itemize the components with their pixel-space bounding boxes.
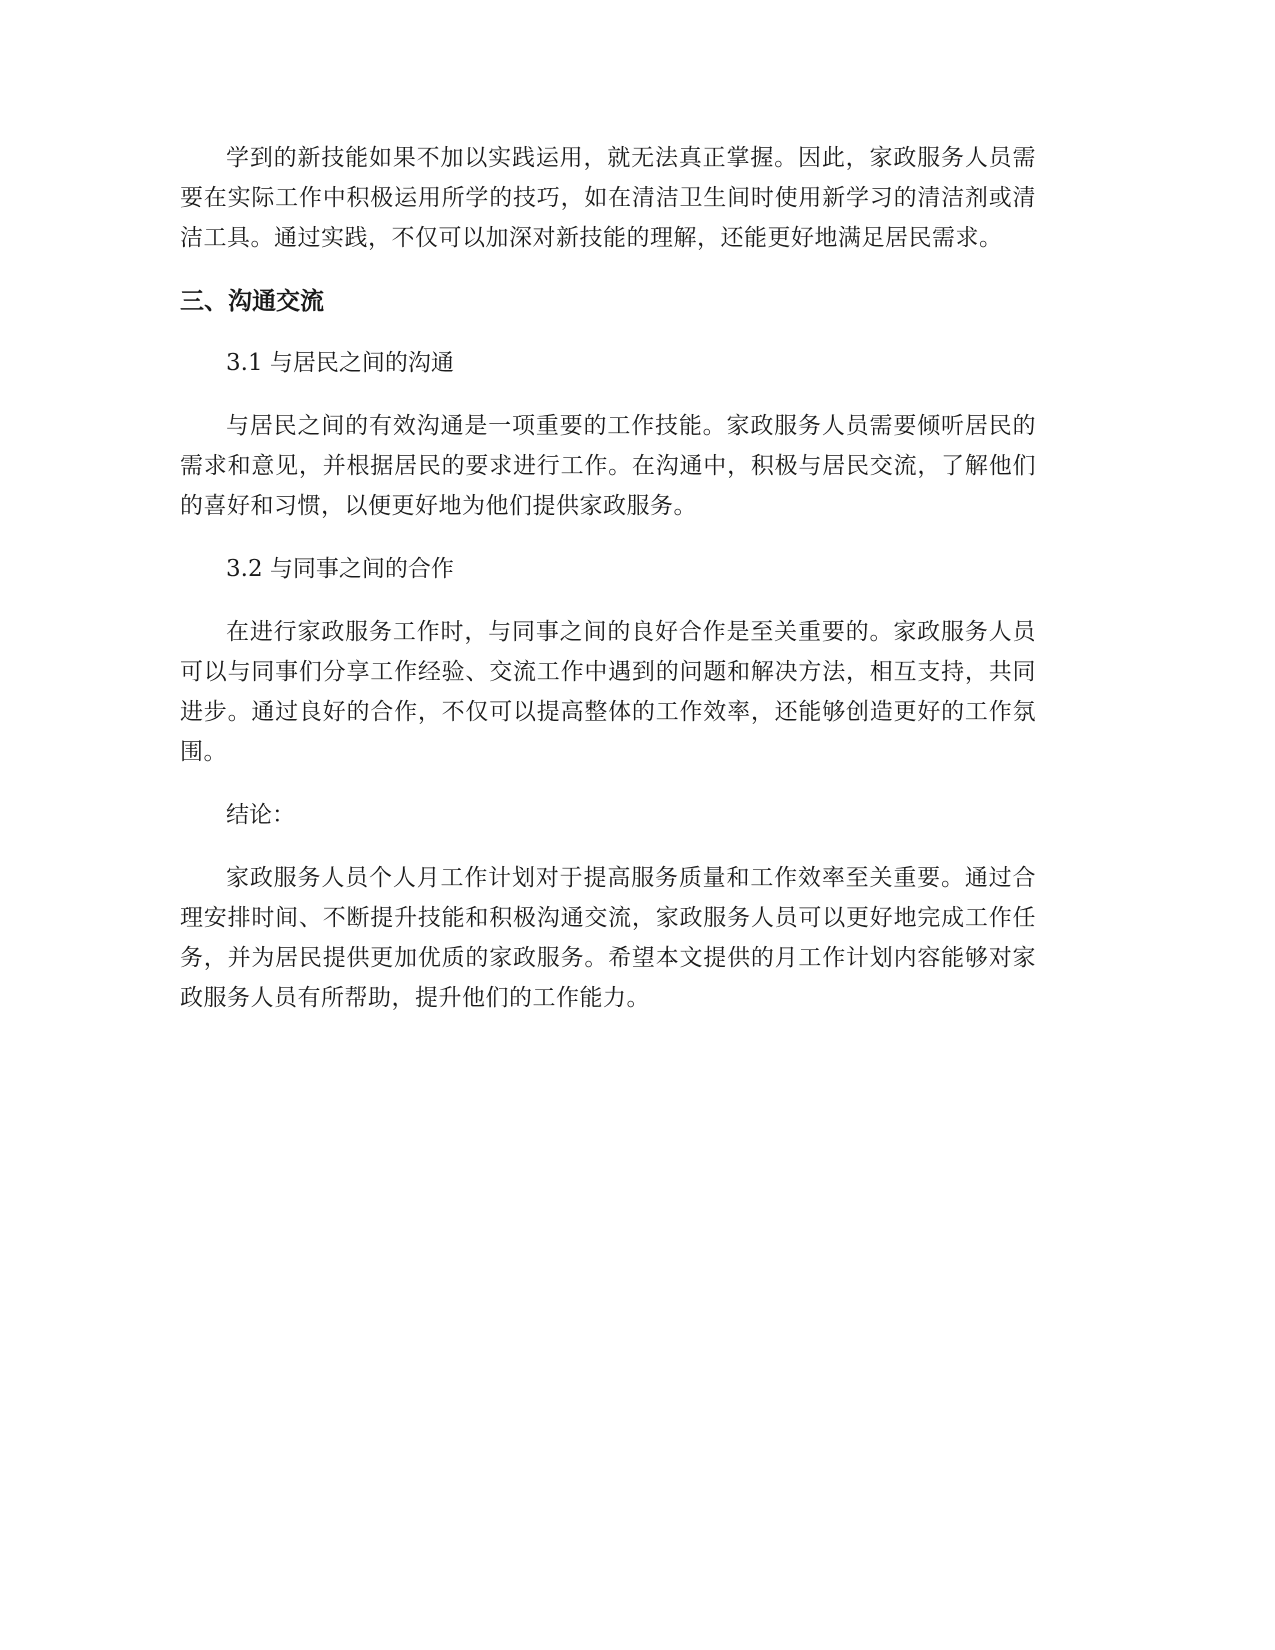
intro-paragraph: 学到的新技能如果不加以实践运用，就无法真正掌握。因此，家政服务人员需要在实际工作中积极运用所学的技巧，如在清洁卫生间时使用新学习的清洁剂或清洁工具。通过实践，不仅可以加深对新技能的理解，还能更好地满足居民需求。 (180, 145, 1036, 251)
subsection-body-3-2: 在进行家政服务工作时，与同事之间的良好合作是至关重要的。家政服务人员可以与同事们分享工作经验、交流工作中遇到的问题和解决方法，相互支持，共同进步。通过良好的合作，不仅可以提高整体的工作效率，还能够创造更好的工作氛围。 (180, 619, 1036, 765)
conclusion-label: 结论： (226, 802, 295, 828)
section-heading-communication: 三、沟通交流 (180, 287, 324, 315)
document-body (180, 138, 1036, 1018)
subsection-title-3-2: 3.2 与同事之间的合作 (226, 556, 454, 582)
subsection-body-3-1: 与居民之间的有效沟通是一项重要的工作技能。家政服务人员需要倾听居民的需求和意见，并根据居民的要求进行工作。在沟通中，积极与居民交流，了解他们的喜好和习惯，以便更好地为他们提供家政服务。 (180, 413, 1036, 519)
conclusion-body: 家政服务人员个人月工作计划对于提高服务质量和工作效率至关重要。通过合理安排时间、不断提升技能和积极沟通交流，家政服务人员可以更好地完成工作任务，并为居民提供更加优质的家政服务。希望本文提供的月工作计划内容能够对家政服务人员有所帮助，提升他们的工作能力。 (180, 865, 1036, 1011)
subsection-title-3-1: 3.1 与居民之间的沟通 (226, 350, 454, 376)
